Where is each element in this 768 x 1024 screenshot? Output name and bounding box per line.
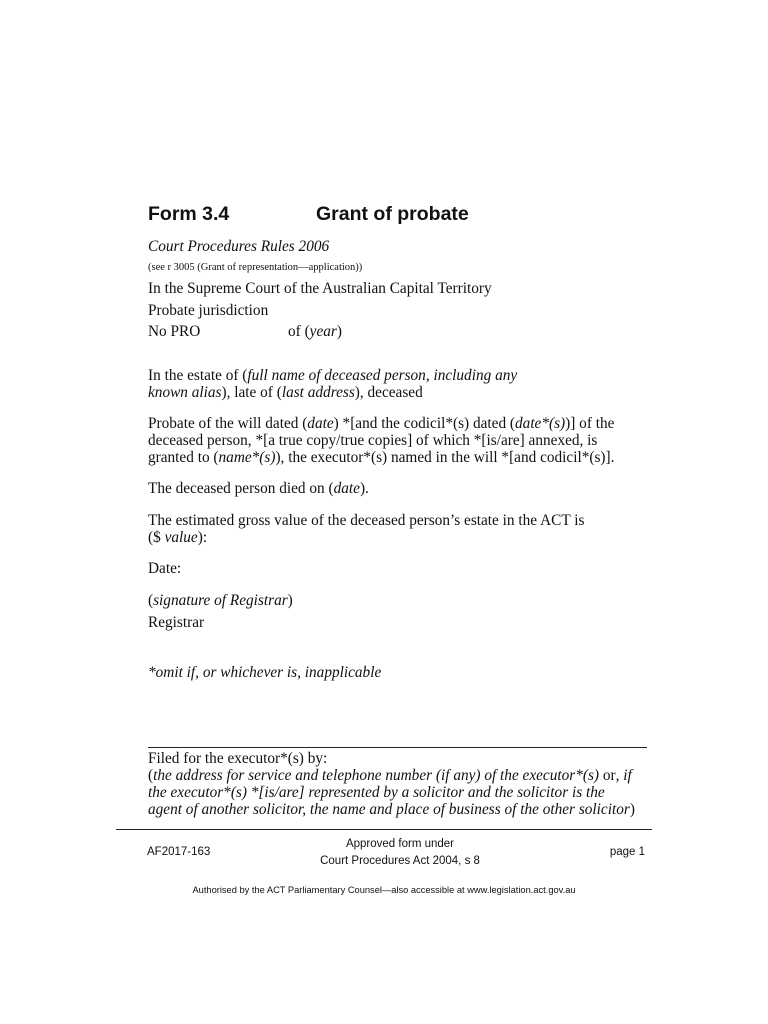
filed-line-2: (the address for service and telephone number (if any) of the executor*(s) or, if xyxy=(148,767,632,784)
filed-line-3: the executor*(s) *[is/are] represented by a solicitor and the solicitor is the xyxy=(148,784,605,801)
date-label: Date: xyxy=(148,560,182,577)
probate-line-2: deceased person, *[a true copy/true copies] of which *[is/are] annexed, is xyxy=(148,432,598,449)
filed-top-rule xyxy=(148,747,647,748)
form-title: Grant of probate xyxy=(316,203,469,225)
rules-reference-text: Court Procedures Rules 2006 xyxy=(148,238,330,255)
see-reference: (see r 3005 (Grant of representation—application)) xyxy=(148,262,363,273)
gross-value-line-1: The estimated gross value of the deceased person’s estate in the ACT is xyxy=(148,512,585,529)
footer-rule xyxy=(116,829,652,830)
file-number-prefix: No PRO xyxy=(148,323,201,340)
omit-note: *omit if, or whichever is, inapplicable xyxy=(148,664,382,681)
jurisdiction: Probate jurisdiction xyxy=(148,302,269,319)
file-number xyxy=(148,323,368,341)
approved-line-2: Court Procedures Act 2004, s 8 xyxy=(320,855,480,867)
file-number-year: of (year) xyxy=(288,323,342,340)
probate-line-3: granted to (name*(s)), the executor*(s) named in the will *[and codicil*(s)]. xyxy=(148,449,615,466)
gross-value-line-2: ($ value): xyxy=(148,529,208,546)
filed-line-4: agent of another solicitor, the name and place of business of the other solicitor) xyxy=(148,801,635,818)
probate-line-1: Probate of the will dated (date) *[and the codicil*(s) dated (date*(s))] of the xyxy=(148,415,615,432)
court-name: In the Supreme Court of the Australian Capital Territory xyxy=(148,280,492,297)
registrar-label: Registrar xyxy=(148,614,205,631)
filed-line-1: Filed for the executor*(s) by: xyxy=(148,750,328,767)
estate-line-2: known alias), late of (last address), deceased xyxy=(148,384,423,401)
date-of-death: The deceased person died on (date). xyxy=(148,480,369,497)
authorised-notice: Authorised by the ACT Parliamentary Counsel—also accessible at www.legislation.act.gov.au xyxy=(192,885,576,895)
page-number: page 1 xyxy=(609,846,645,858)
rules-reference xyxy=(148,238,329,256)
form-code: AF2017-163 xyxy=(147,846,211,858)
registrar-signature: (signature of Registrar) xyxy=(148,592,293,609)
estate-line-1: In the estate of (full name of deceased person, including any xyxy=(148,367,518,384)
form-number: Form 3.4 xyxy=(148,203,230,225)
approved-line-1: Approved form under xyxy=(345,838,455,850)
approved-under xyxy=(300,837,500,868)
